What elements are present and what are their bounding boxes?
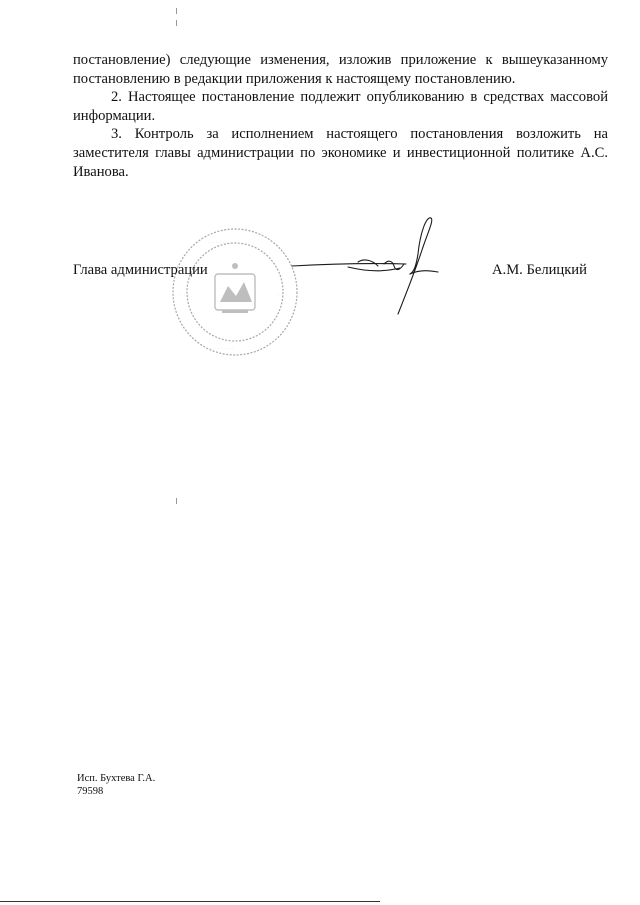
svg-text:· · · · · · · ·: · · · · · · · · — [208, 240, 236, 246]
executor-name: Исп. Бухтева Г.А. — [77, 773, 156, 784]
executor-note — [77, 772, 155, 798]
svg-text:· · ·: · · · — [278, 292, 288, 298]
svg-text:· · · · · · ·: · · · · · · · — [210, 346, 234, 352]
scan-speck — [176, 8, 177, 14]
paragraph-publication: 2. Настоящее постановление подлежит опубликованию в средствах массовой информации. — [73, 89, 608, 124]
scan-speck — [176, 498, 177, 504]
svg-text:· · ·: · · · — [180, 292, 190, 298]
paragraph-control: 3. Контроль за исполнением настоящего постановления возложить на заместителя главы администрации по экономике и инвестиционной политике А.С. Иванова. — [73, 126, 608, 180]
signature-block — [73, 262, 593, 282]
document-body — [73, 51, 608, 181]
executor-phone: 79598 — [77, 786, 104, 797]
paragraph-amendments: постановление) следующие изменения, изложив приложение к вышеуказанному постановлению в редакции приложения к настоящему постановлению. — [73, 52, 608, 87]
scan-speck — [176, 20, 177, 26]
signatory-title: Глава администрации — [73, 262, 208, 278]
signatory-name: А.М. Белицкий — [492, 262, 587, 278]
official-seal-icon — [170, 226, 300, 358]
bottom-rule — [0, 901, 380, 902]
